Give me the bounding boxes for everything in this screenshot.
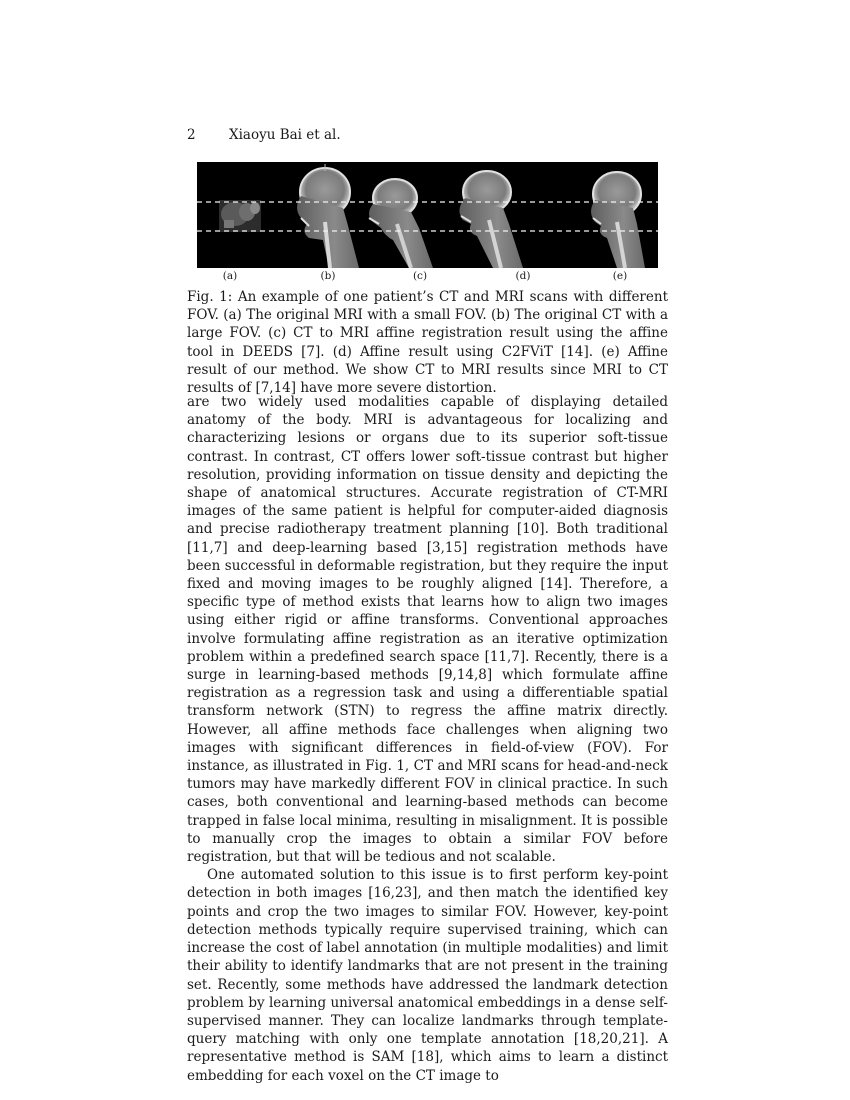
panel-label-d: (d): [515, 270, 531, 282]
body-paragraph: are two widely used modalities capable of displaying detailed anatomy of the body. MRI is advantageous for localizing and characterizing lesions or organs due to its superior soft-tissue contrast. In contrast, CT offers lower soft-tissue contrast but higher resolution, providing information on tissue density and depicting the shape of anatomical structures. Accurate registration of CT-MRI images of the same patient is helpful for computer-aided diagnosis and precise radiotherapy treatment planning [10]. Both traditional [11,7] and deep-learning based [3,15] registration methods have been successful in deformable registration, but they require the input fixed and moving images to be roughly aligned [14]. Therefore, a specific type of method exists that learns how to align two images using either rigid or affine transforms. Conventional approaches involve formulating affine registration as an iterative optimization problem within a predefined search space [11,7]. Recently, there is a surge in learning-based methods [9,14,8] which formulate affine registration as a regression task and using a differentiable spatial transform network (STN) to regress the affine matrix directly. However, all affine methods face challenges when aligning two images with significant differences in field-of-view (FOV). For instance, as illustrated in Fig. 1, CT and MRI scans for head-and-neck tumors may have markedly different FOV in clinical practice. In such cases, both conventional and learning-based methods can become trapped in false local minima, resulting in misalignment. It is possible to manually crop the images to obtain a similar FOV before registration, but that will be tedious and not scalable.: [187, 394, 668, 866]
running-header: [187, 127, 341, 143]
body-paragraph: One automated solution to this issue is to first perform key-point detection in both images [16,23], and then match the identified key points and crop the two images to similar FOV. However, key-point detection methods typically require supervised training, which can increase the cost of label annotation (in multiple modalities) and limit their ability to identify landmarks that are not present in the training set. Recently, some methods have addressed the landmark detection problem by learning universal anatomical embeddings in a dense self-supervised manner. They can localize landmarks through template-query matching with only one template annotation [18,20,21]. A representative method is SAM [18], which aims to learn a distinct embedding for each voxel on the CT image to: [187, 867, 668, 1084]
figure-caption: Fig. 1: An example of one patient’s CT and MRI scans with different FOV. (a) The original MRI with a small FOV. (b) The original CT with a large FOV. (c) CT to MRI affine registration result using the affine tool in DEEDS [7]. (d) Affine result using C2FViT [14]. (e) Affine result of our method. We show CT to MRI results since MRI to CT results of [7,14] have more severe distortion.: [187, 289, 668, 397]
running-authors: Xiaoyu Bai et al.: [229, 127, 341, 143]
panel-label-b: (b): [320, 270, 336, 282]
panel-label-e: (e): [612, 270, 628, 282]
panel-label-a: (a): [222, 270, 238, 282]
page-number: 2: [187, 127, 196, 143]
panel-a-mri-slice: [219, 200, 261, 232]
body-text: [187, 393, 668, 1085]
figure-panel-labels: [197, 270, 658, 284]
figure-image-strip: [197, 162, 658, 268]
panel-label-c: (c): [412, 270, 428, 282]
